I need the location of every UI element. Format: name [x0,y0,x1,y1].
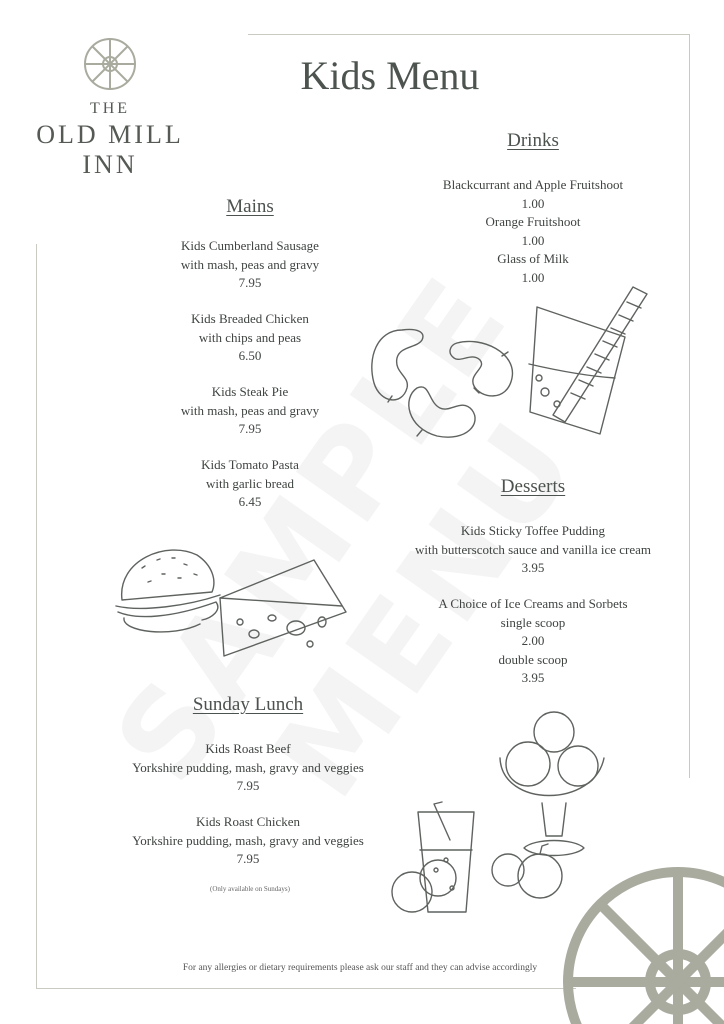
item-desc: Yorkshire pudding, mash, gravy and veggies [132,832,364,848]
item-name: Kids Tomato Pasta [201,457,299,472]
item-price: 3.95 [521,560,545,575]
fruit-juice-icon [390,800,570,920]
frame-top [248,34,690,35]
item-price: 7.95 [236,851,260,866]
item-name: Kids Breaded Chicken [191,311,309,326]
item-name: A Choice of Ice Creams and Sorbets [438,596,628,611]
drinks-list [380,176,686,287]
sunday-heading: Sunday Lunch [192,694,304,715]
item-price: 6.45 [238,494,262,509]
sunday-item [88,813,408,869]
item-name: Kids Steak Pie [211,384,289,399]
item-desc: Yorkshire pudding, mash, gravy and veggies [132,759,364,775]
item-desc: with garlic bread [205,475,295,491]
frame-bottom [36,988,576,989]
brand-inn: INN [82,150,138,179]
allergy-footer: For any allergies or dietary requirements please ask our staff and they can advise accordingly [182,963,538,973]
item-price: 2.00 [521,633,545,648]
frame-right [689,34,690,778]
item-name: Orange Fruitshoot [485,214,581,229]
mill-wheel-icon [556,860,724,1024]
brand-the: THE [89,100,131,117]
item-price: 3.95 [521,670,545,685]
item-price: 1.00 [521,269,545,285]
mill-wheel-icon [82,36,138,92]
item-price: 7.95 [238,421,262,436]
mains-item [90,456,410,512]
item-option: double scoop [498,651,568,667]
drink-glass-icon [515,282,660,442]
sunday-note: (Only available on Sundays) [210,885,290,893]
item-desc: with mash, peas and gravy [180,256,320,272]
item-name: Kids Sticky Toffee Pudding [460,523,606,538]
item-price: 1.00 [521,195,545,211]
sausage-icon [362,318,522,448]
item-name: Blackcurrant and Apple Fruitshoot [442,177,624,192]
item-option: single scoop [500,614,566,630]
sunday-item [88,740,408,796]
item-price: 6.50 [238,348,262,363]
dessert-item [380,595,686,688]
item-name: Glass of Milk [497,251,569,266]
item-desc: with butterscotch sauce and vanilla ice cream [414,541,652,557]
mains-item [90,237,410,293]
item-name: Kids Roast Chicken [196,814,300,829]
item-price: 7.95 [238,275,262,290]
item-price: 1.00 [521,232,545,248]
frame-left [36,244,37,988]
burger-icon [112,540,224,640]
item-price: 7.95 [236,778,260,793]
item-name: Kids Cumberland Sausage [181,238,319,253]
drinks-heading: Drinks [507,130,559,151]
mains-heading: Mains [226,196,274,217]
desserts-heading: Desserts [500,476,566,497]
item-desc: with chips and peas [198,329,302,345]
brand-old-mill: OLD MILL [36,120,184,149]
dessert-item [380,522,686,578]
item-name: Kids Roast Beef [205,741,291,756]
item-desc: with mash, peas and gravy [180,402,320,418]
page-title: Kids Menu [300,53,480,98]
cheese-icon [214,556,354,660]
